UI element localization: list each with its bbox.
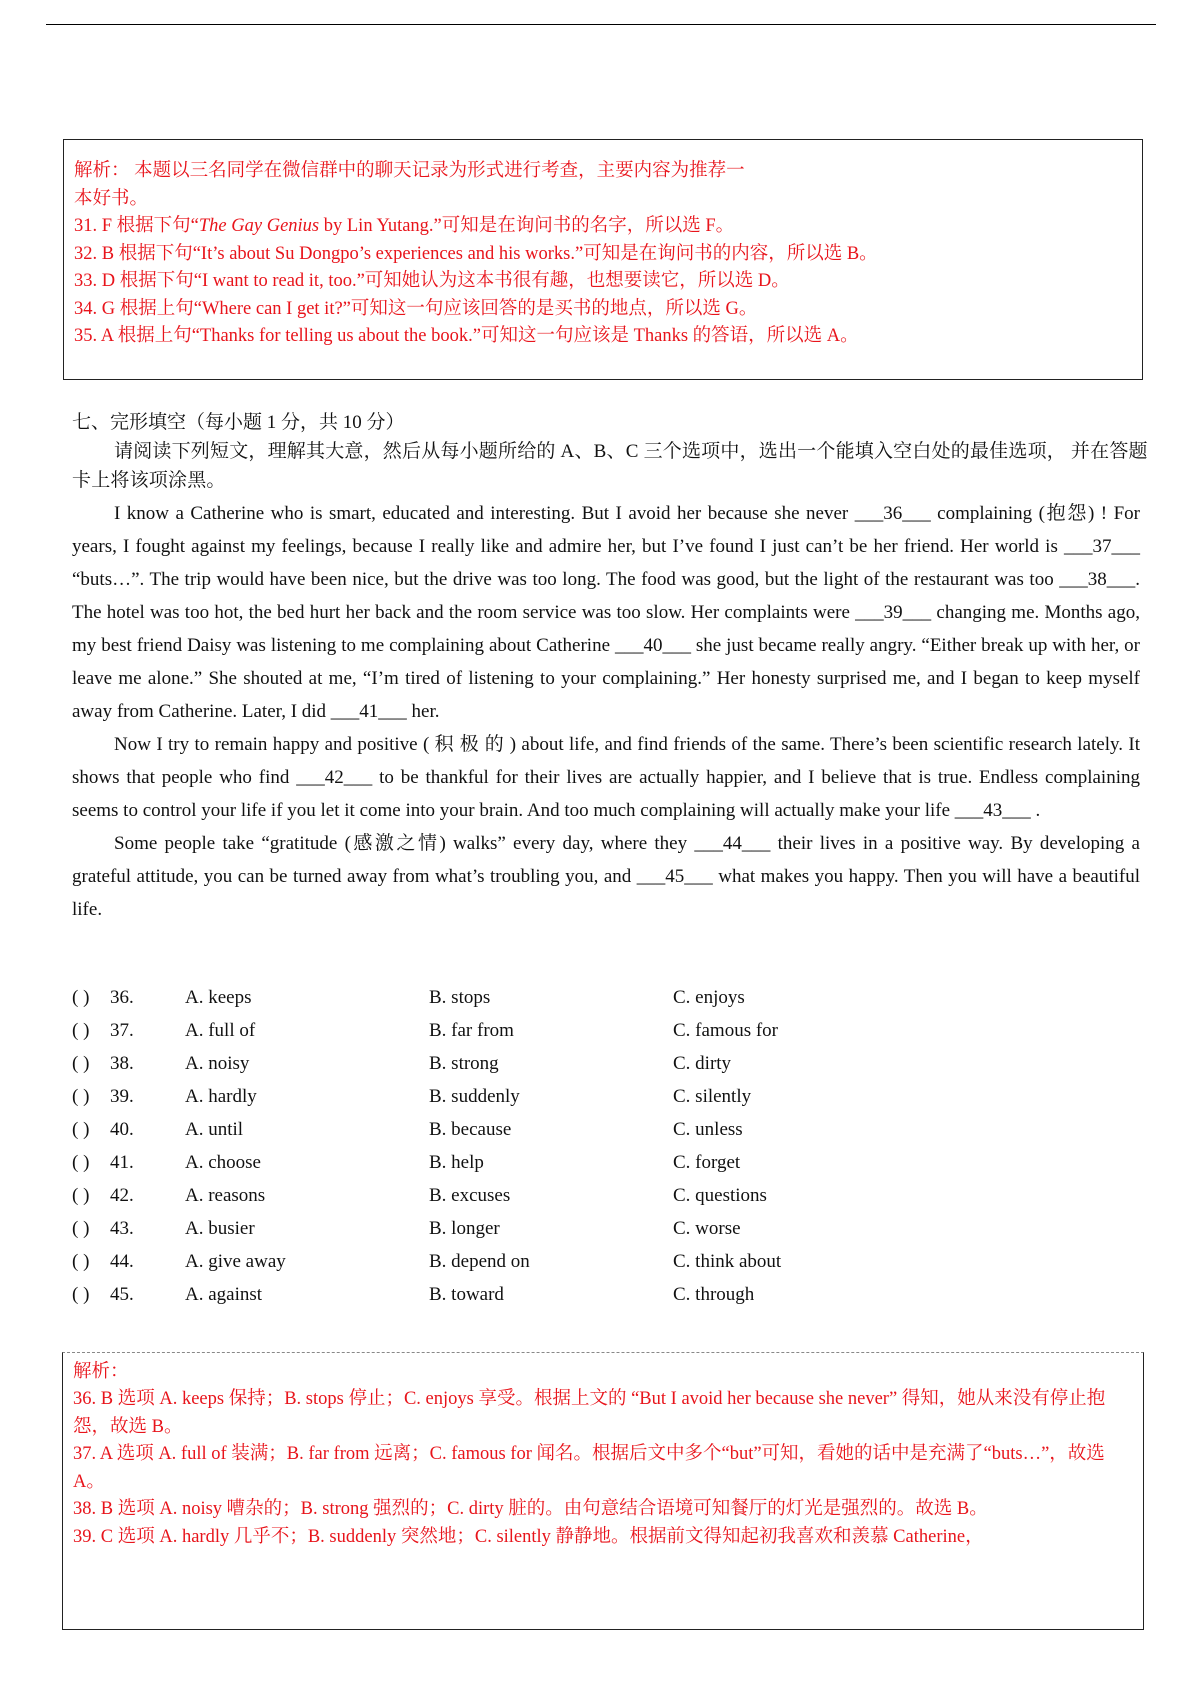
answer-blank[interactable]: ( ): [72, 1053, 90, 1074]
answer-blank[interactable]: ( ): [72, 1086, 90, 1107]
option-a[interactable]: A. against: [185, 1284, 263, 1305]
question-row: [72, 1086, 1072, 1119]
option-c[interactable]: C. unless: [673, 1119, 743, 1140]
question-row: [72, 1284, 1072, 1317]
option-b[interactable]: B. suddenly: [429, 1086, 520, 1107]
question-number: 41.: [110, 1152, 134, 1173]
option-a[interactable]: A. give away: [185, 1251, 286, 1272]
option-c[interactable]: C. worse: [673, 1218, 741, 1239]
question-row: [72, 1251, 1072, 1284]
option-b[interactable]: B. excuses: [429, 1185, 511, 1206]
question-row: [72, 987, 1072, 1020]
option-c[interactable]: C. questions: [673, 1185, 767, 1206]
analysis-entry: 38. B 选项 A. noisy 嘈杂的；B. strong 强烈的；C. dirty 脏的。由句意结合语境可知餐厅的灯光是强烈的。故选 B。: [73, 1499, 988, 1519]
analysis-line: 解析： 本题以三名同学在微信群中的聊天记录为形式进行考查，主要内容为推荐一: [74, 161, 745, 181]
answer-blank[interactable]: ( ): [72, 1119, 90, 1140]
option-b[interactable]: B. longer: [429, 1218, 500, 1239]
option-c[interactable]: C. forget: [673, 1152, 741, 1173]
passage-paragraph-3: Some people take “gratitude (感激之情) walks” every day, where they ___44___ their lives in a positive way. By developing a grateful attitude, you can be turned away from what’s troubling you, and ___45___ what makes you happy. Then you will have a beautiful life.: [72, 833, 1140, 920]
option-a[interactable]: A. hardly: [185, 1086, 257, 1107]
passage-paragraph-1: I know a Catherine who is smart, educated and interesting. But I avoid her because she never ___36___ complaining (抱怨) ! For years, I fought against my feelings, because I really like and admire her, but I’ve found I just can’t be her friend. Her world is ___37___ “buts…”. The trip would have been nice, but the drive was too long. The food was good, but the light of the restaurant was too ___38___. The hotel was too hot, the bed hurt her back and the room service was too slow. Her complaints were ___39___ changing me. Months ago, my best friend Daisy was listening to me complaining about Catherine ___40___ she just became really angry. “Either break up with her, or leave me alone.” She shouted at me, “I’m tired of listening to your complaining.” Her honesty surprised me, and I began to keep myself away from Catherine. Later, I did ___41___ her.: [72, 503, 1140, 722]
cloze-section-header: [72, 408, 1152, 495]
analysis-line: 32. B 根据下句“It’s about Su Dongpo’s experiences and his works.”可知是在询问书的内容，所以选 B。: [74, 243, 878, 264]
analysis-31-suffix: by Lin Yutang.”可知是在询问书的名字，所以选 F。: [319, 216, 735, 236]
question-number: 37.: [110, 1020, 134, 1041]
question-row: [72, 1053, 1072, 1086]
top-rule: [46, 24, 1156, 25]
book-title: The Gay Genius: [198, 216, 320, 236]
option-c[interactable]: C. through: [673, 1284, 755, 1305]
question-row: [72, 1152, 1072, 1185]
cloze-passage: [72, 497, 1140, 926]
option-c[interactable]: C. think about: [673, 1251, 782, 1272]
analysis-box-1: [63, 139, 1143, 380]
option-a[interactable]: A. busier: [185, 1218, 255, 1239]
passage-paragraph-2: Now I try to remain happy and positive ( 积 极 的 ) about life, and find friends of the same. There’s been scientific research lately. It shows that people who find ___42___ to be thankful for their lives are actually happier, and I believe that is true. Endless complaining seems to control your life if you let it come into your brain. And too much complaining will actually make your life ___43___ .: [72, 734, 1140, 821]
option-a[interactable]: A. choose: [185, 1152, 261, 1173]
option-b[interactable]: B. far from: [429, 1020, 514, 1041]
option-a[interactable]: A. reasons: [185, 1185, 266, 1206]
answer-blank[interactable]: ( ): [72, 1152, 90, 1173]
question-number: 43.: [110, 1218, 134, 1239]
question-number: 38.: [110, 1053, 134, 1074]
option-b[interactable]: B. strong: [429, 1053, 499, 1074]
answer-blank[interactable]: ( ): [72, 1185, 90, 1206]
analysis-line: 34. G 根据上句“Where can I get it?”可知这一句应该回答的是买书的地点，所以选 G。: [74, 298, 758, 319]
analysis-lines-1: [74, 158, 1132, 351]
question-row: [72, 1119, 1072, 1152]
option-b[interactable]: B. stops: [429, 987, 491, 1008]
option-b[interactable]: B. toward: [429, 1284, 504, 1305]
analysis-entry: 37. A 选项 A. full of 装满；B. far from 远离；C. famous for 闻名。根据后文中多个“but”可知，看她的话中是充满了“buts…”，故选 A。: [73, 1444, 1105, 1492]
question-number: 42.: [110, 1185, 134, 1206]
option-a[interactable]: A. full of: [185, 1020, 256, 1041]
option-c[interactable]: C. enjoys: [673, 987, 745, 1008]
analysis-heading: 解析：: [73, 1362, 129, 1382]
section-instruction: 请阅读下列短文，理解其大意，然后从每小题所给的 A、B、C 三个选项中，选出一个能填入空白处的最佳选项， 并在答题卡上将该项涂黑。: [72, 441, 1148, 491]
analysis-entry: 39. C 选项 A. hardly 几乎不；B. suddenly 突然地；C. silently 静静地。根据前文得知起初我喜欢和羡慕 Catherine，: [73, 1526, 984, 1547]
analysis-line: 35. A 根据上句“Thanks for telling us about the book.”可知这一句应该是 Thanks 的答语，所以选 A。: [74, 326, 859, 346]
question-number: 45.: [110, 1284, 134, 1305]
option-b[interactable]: B. help: [429, 1152, 484, 1173]
analysis-line-31: [74, 213, 1132, 241]
answer-blank[interactable]: ( ): [72, 1284, 90, 1305]
answer-blank[interactable]: ( ): [72, 987, 90, 1008]
analysis-lines-2: [73, 1386, 1135, 1551]
option-a[interactable]: A. noisy: [185, 1053, 250, 1074]
option-c[interactable]: C. silently: [673, 1086, 752, 1107]
analysis-line: 33. D 根据下句“I want to read it, too.”可知她认为这本书很有趣，也想要读它，所以选 D。: [74, 271, 790, 291]
question-row: [72, 1185, 1072, 1218]
option-a[interactable]: A. until: [185, 1119, 244, 1140]
question-number: 36.: [110, 987, 134, 1008]
question-number: 39.: [110, 1086, 134, 1107]
answer-blank[interactable]: ( ): [72, 1020, 90, 1041]
option-c[interactable]: C. dirty: [673, 1053, 732, 1074]
question-number: 44.: [110, 1251, 134, 1272]
question-options: [72, 987, 1072, 1317]
analysis-line: 本好书。: [74, 188, 149, 209]
analysis-box-2: [62, 1352, 1144, 1630]
question-row: [72, 1218, 1072, 1251]
analysis-31-prefix: 31. F 根据下句“: [74, 216, 199, 236]
analysis-entry: 36. B 选项 A. keeps 保持；B. stops 停止；C. enjoys 享受。根据上文的 “But I avoid her because she never” 得知，她从来没有停止抱怨，故选 B。: [73, 1389, 1106, 1437]
section-title: 七、完形填空（每小题 1 分，共 10 分）: [72, 412, 405, 433]
option-a[interactable]: A. keeps: [185, 987, 252, 1008]
option-c[interactable]: C. famous for: [673, 1020, 779, 1041]
option-b[interactable]: B. depend on: [429, 1251, 530, 1272]
question-number: 40.: [110, 1119, 134, 1140]
answer-blank[interactable]: ( ): [72, 1218, 90, 1239]
answer-blank[interactable]: ( ): [72, 1251, 90, 1272]
option-b[interactable]: B. because: [429, 1119, 512, 1140]
question-row: [72, 1020, 1072, 1053]
